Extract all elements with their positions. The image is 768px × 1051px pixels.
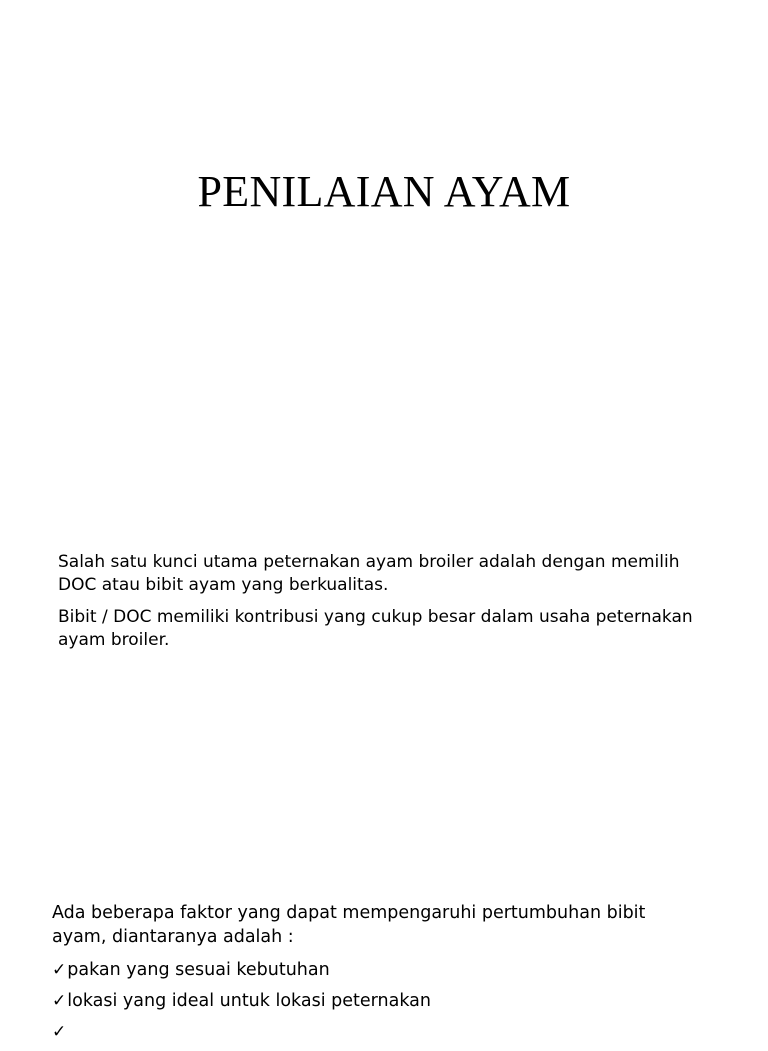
factors-intro: Ada beberapa faktor yang dapat mempengaruhi pertumbuhan bibit ayam, diantaranya adalah : bbox=[52, 903, 646, 947]
factor-list bbox=[52, 958, 692, 1044]
intro-slide bbox=[0, 512, 768, 852]
title-slide bbox=[0, 0, 768, 512]
factors-slide bbox=[0, 852, 768, 1042]
checkmark-icon: ✓ bbox=[52, 991, 67, 1011]
intro-text-block bbox=[58, 551, 698, 661]
checkmark-icon: ✓ bbox=[52, 1022, 67, 1042]
list-item-text: lokasi yang ideal untuk lokasi peternakan bbox=[67, 991, 431, 1011]
list-item-text: pakan yang sesuai kebutuhan bbox=[67, 960, 330, 980]
list-item bbox=[52, 989, 692, 1013]
list-item bbox=[52, 958, 692, 982]
slide-title: PENILAIAN AYAM bbox=[197, 167, 571, 216]
intro-paragraph: Salah satu kunci utama peternakan ayam broiler adalah dengan memilih DOC atau bibit ayam yang berkualitas. bbox=[58, 552, 680, 595]
checkmark-icon: ✓ bbox=[52, 960, 67, 980]
intro-paragraph: Bibit / DOC memiliki kontribusi yang cukup besar dalam usaha peternakan ayam broiler. bbox=[58, 607, 693, 650]
factors-text-block bbox=[52, 901, 692, 1051]
